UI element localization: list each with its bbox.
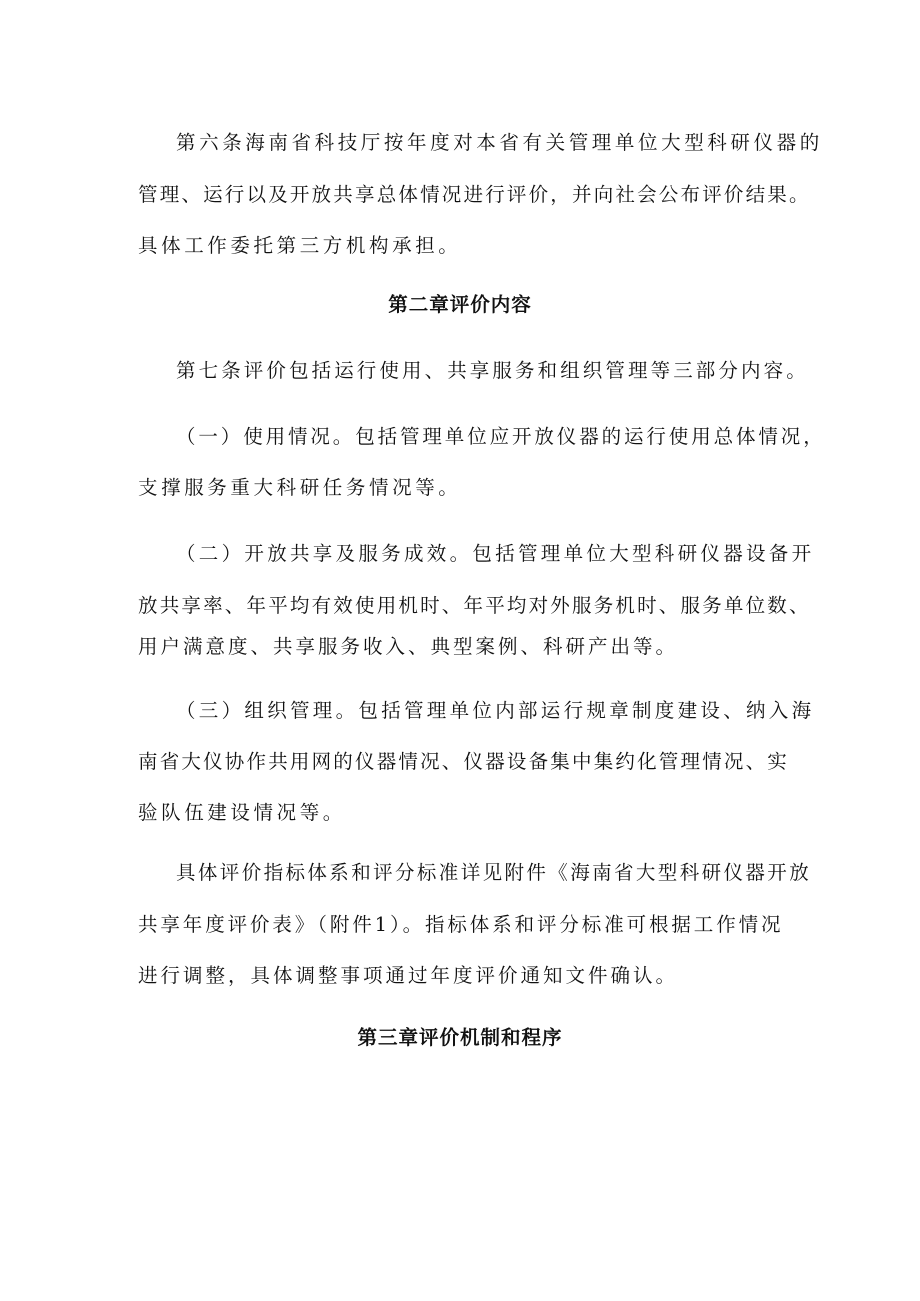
item-3-line-2: 南省大仪协作共用网的仪器情况、仪器设备集中集约化管理情况、实: [138, 750, 790, 773]
chapter-3-heading: 第三章评价机制和程序: [357, 1026, 563, 1049]
article-7-line-1: 第七条评价包括运行使用、共享服务和组织管理等三部分内容。: [176, 359, 809, 382]
chapter-2-heading: 第二章评价内容: [388, 293, 532, 316]
item-3-line-1: （三）组织管理。包括管理单位内部运行规章制度建设、纳入海: [176, 699, 815, 722]
item-2-line-1: （二）开放共享及服务成效。包括管理单位大型科研仪器设备开: [176, 542, 815, 565]
item-1-line-1: （一）使用情况。包括管理单位应开放仪器的运行使用总体情况，: [176, 425, 826, 448]
standards-line-3: 进行调整，具体调整事项通过年度评价通知文件确认。: [138, 964, 679, 987]
item-2-line-3: 用户满意度、共享服务收入、典型案例、科研产出等。: [138, 635, 679, 658]
item-2-line-2: 放共享率、年平均有效使用机时、年平均对外服务机时、服务单位数、: [138, 594, 811, 617]
standards-line-1: 具体评价指标体系和评分标准详见附件《海南省大型科研仪器开放: [176, 861, 812, 884]
article-6-line-2: 管理、运行以及开放共享总体情况进行评价，并向社会公布评价结果。: [138, 183, 811, 206]
article-6-line-1: 第六条海南省科技厅按年度对本省有关管理单位大型科研仪器的: [176, 131, 823, 154]
item-3-line-3: 验队伍建设情况等。: [138, 801, 346, 824]
standards-line-2: 共享年度评价表》（附件1）。指标体系和评分标准可根据工作情况: [138, 913, 784, 936]
item-1-line-2: 支撑服务重大科研任务情况等。: [138, 476, 462, 499]
article-6-line-3: 具体工作委托第三方机构承担。: [138, 234, 462, 257]
